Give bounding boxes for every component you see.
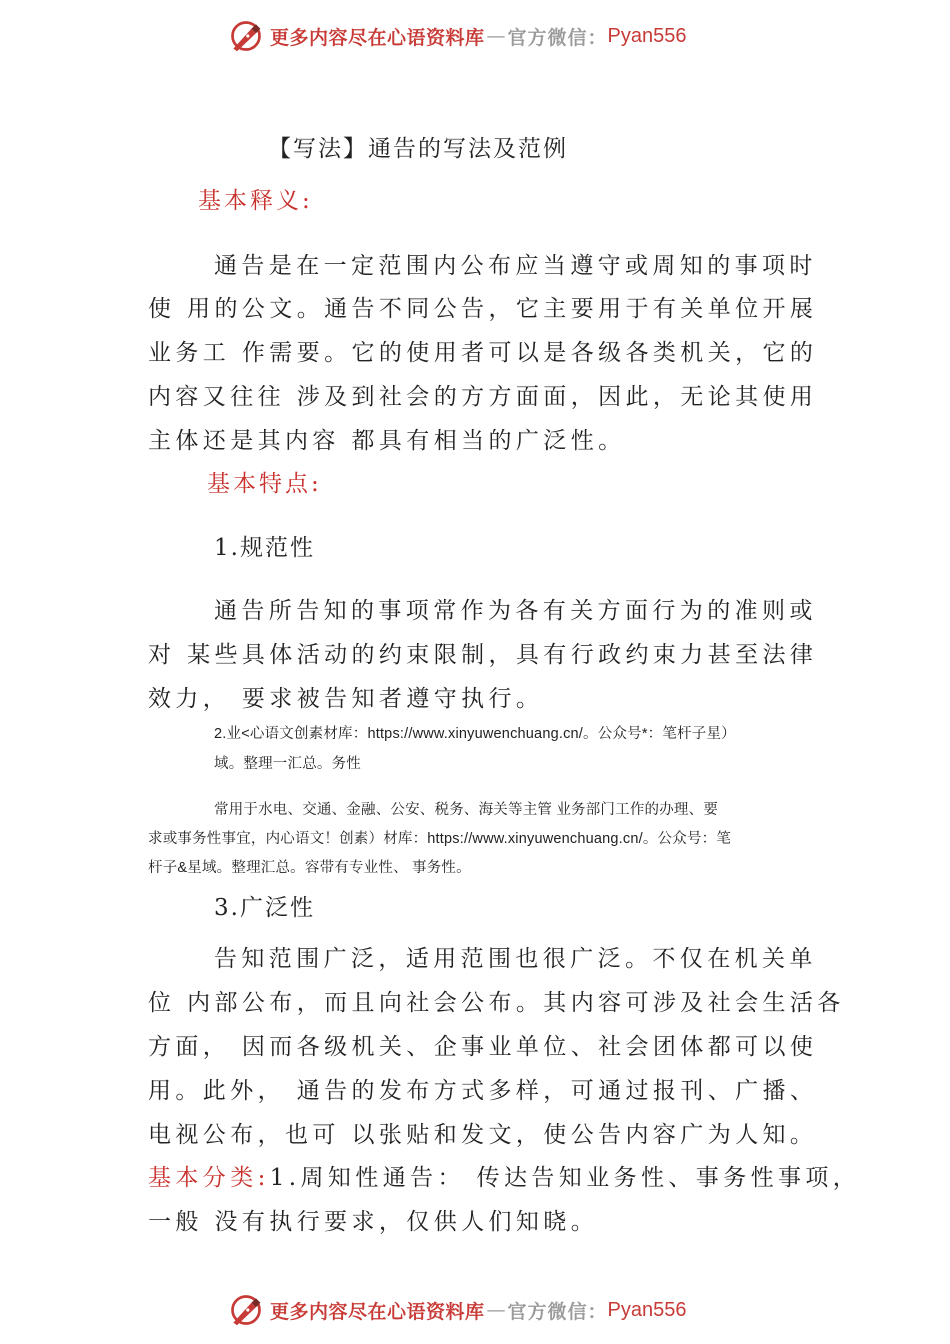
banner-wechat-id: Pyan556 [607,24,687,47]
para3-line: 电视公布，也可 以张贴和发文，使公告内容广为人知。 [148,1122,818,1148]
pen-nib-logo-icon [228,18,264,54]
types-line [148,1159,860,1192]
small1-line: 2.业<心语文创素材库：https://www.xinyuwenchuang.cn/。公众号*：笔杆子星） [214,726,736,742]
heading-basic-types: 基本分类: [148,1165,270,1191]
item3-title: 3.广泛性 [214,895,315,921]
para3-line: 用。此外， 通告的发布方式多样，可通过报刊、广播、 [148,1078,818,1104]
banner-site-text: 更多内容尽在心语资料库 [270,26,485,49]
banner-wechat-id: Pyan556 [607,1298,687,1321]
banner-separator: — [486,1299,506,1321]
para1-line: 内容又往往 涉及到社会的方方面面，因此，无论其使用 [148,384,818,410]
footer-banner [228,1290,687,1330]
item1-title: 1.规范性 [214,535,315,561]
para1-line: 主体还是其内容 都具有相当的广泛性。 [148,428,626,454]
types-line1-text: 1.周知性通告： 传达告知业务性、事务性事项， [269,1165,861,1191]
small2-line: 求或事务性事宜，内心语文！创素）材库：https://www.xinyuwenchuang.cn/。公众号：笔 [148,831,732,847]
document-title: 【写法】通告的写法及范例 [268,136,568,162]
para3-line: 告知范围广泛，适用范围也很广泛。不仅在机关单 [214,946,817,972]
banner-wechat-label: 官方微信： [507,26,608,49]
types-line: 一般 没有执行要求，仅供人们知晓。 [148,1209,599,1235]
small1-line: 域。整理一汇总。务性 [214,756,361,772]
para2-line: 通告所告知的事项常作为各有关方面行为的准则或 [214,598,817,624]
heading-basic-features: 基本特点: [207,471,322,497]
header-banner [228,16,687,56]
banner-site-text: 更多内容尽在心语资料库 [270,1300,485,1323]
small2-line: 杆子&星域。整理汇总。容带有专业性、 事务性。 [148,860,471,876]
para3-line: 方面， 因而各级机关、企事业单位、社会团体都可以使 [148,1034,818,1060]
small2-line: 常用于水电、交通、金融、公安、税务、海关等主管 业务部门工作的办理、要 [214,802,719,818]
banner-separator: — [486,25,506,47]
pen-nib-logo-icon [228,1292,264,1328]
para1-line: 通告是在一定范围内公布应当遵守或周知的事项时 [214,253,817,279]
para3-line: 位 内部公布，而且向社会公布。其内容可涉及社会生活各 [148,990,845,1016]
banner-wechat-label: 官方微信： [507,1300,608,1323]
para2-line: 对 某些具体活动的约束限制，具有行政约束力甚至法律 [148,642,818,668]
para2-line: 效力， 要求被告知者遵守执行。 [148,686,544,712]
para1-line: 使 用的公文。通告不同公告，它主要用于有关单位开展 [148,296,818,322]
heading-basic-meaning: 基本释义: [198,188,313,214]
para1-line: 业务工 作需要。它的使用者可以是各级各类机关，它的 [148,340,818,366]
